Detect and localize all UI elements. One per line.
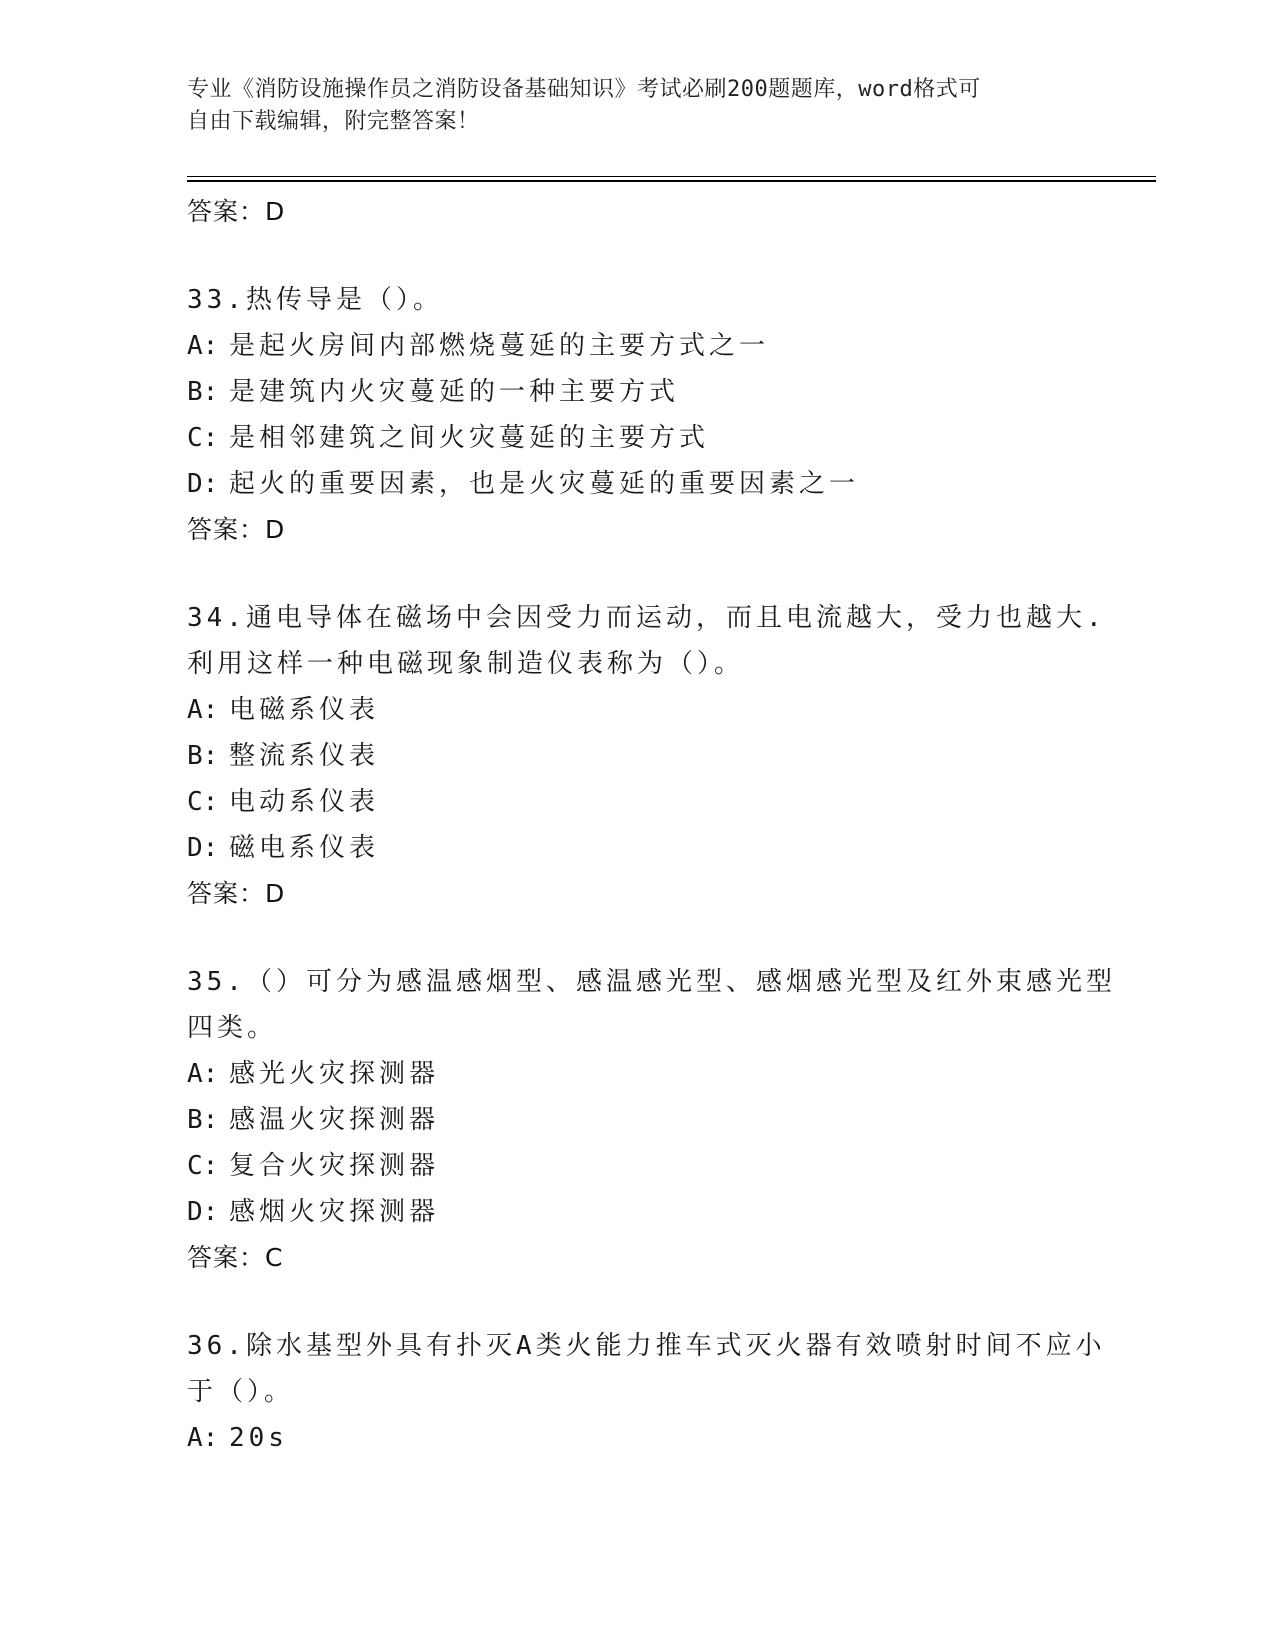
option-c: [187, 415, 1087, 461]
option-text: 是建筑内火灾蔓延的一种主要方式: [229, 377, 680, 407]
question-text: 34.通电导体在磁场中会因受力而运动，而且电流越大，受力也越大.: [187, 603, 1106, 633]
option-letter: A:: [187, 695, 219, 725]
document-body: [187, 189, 1116, 1461]
header-divider-thick: [187, 180, 1156, 182]
option-a: [187, 687, 1087, 733]
option-d: [187, 1189, 1087, 1235]
header-line-1: 专业《消防设施操作员之消防设备基础知识》考试必刷200题题库，word格式可: [187, 77, 981, 102]
question-34: [187, 595, 1106, 917]
option-text: 感温火灾探测器: [229, 1105, 440, 1135]
option-a: [187, 1415, 1087, 1461]
header-line-2: 自由下载编辑，附完整答案！: [187, 109, 480, 134]
option-text: 是相邻建筑之间火灾蔓延的主要方式: [229, 423, 710, 453]
option-text: 电动系仪表: [229, 787, 380, 817]
option-a: [187, 323, 1087, 369]
option-text: 磁电系仪表: [229, 833, 380, 863]
option-letter: B:: [187, 741, 219, 771]
question-text-continued: 于（）。: [187, 1377, 295, 1407]
option-c: [187, 779, 1087, 825]
option-b: [187, 1097, 1087, 1143]
option-text: 感烟火灾探测器: [229, 1197, 440, 1227]
header-divider-thin: [187, 176, 1156, 177]
option-text: 整流系仪表: [229, 741, 380, 771]
option-letter: D:: [187, 1197, 219, 1227]
document-header: [187, 74, 1067, 138]
option-text: 复合火灾探测器: [229, 1151, 440, 1181]
question-35: [187, 959, 1116, 1281]
question-text: 36.除水基型外具有扑灭A类火能力推车式灭火器有效喷射时间不应小: [187, 1331, 1106, 1361]
option-letter: A:: [187, 331, 219, 361]
option-letter: D:: [187, 833, 219, 863]
option-c: [187, 1143, 1087, 1189]
option-letter: A:: [187, 1423, 219, 1453]
option-d: [187, 461, 1087, 507]
question-36: [187, 1323, 1106, 1461]
option-letter: C:: [187, 1151, 219, 1181]
option-d: [187, 825, 1087, 871]
option-letter: C:: [187, 787, 219, 817]
option-letter: D:: [187, 469, 219, 499]
option-b: [187, 369, 1087, 415]
answer-label: 答案：D: [187, 879, 286, 908]
option-text: 电磁系仪表: [229, 695, 380, 725]
option-text: 感光火灾探测器: [229, 1059, 440, 1089]
option-b: [187, 733, 1087, 779]
question-text: 33.热传导是（）。: [187, 285, 443, 315]
option-letter: B:: [187, 377, 219, 407]
option-text: 是起火房间内部燃烧蔓延的主要方式之一: [229, 331, 770, 361]
question-33: [187, 277, 1087, 553]
question-text-continued: 四类。: [187, 1013, 278, 1043]
question-text-continued: 利用这样一种电磁现象制造仪表称为（）。: [187, 649, 745, 679]
answer-label: 答案：C: [187, 1243, 284, 1272]
option-text: 20s: [229, 1423, 288, 1453]
question-text: 35.（）可分为感温感烟型、感温感光型、感烟感光型及红外束感光型: [187, 967, 1116, 997]
option-text: 起火的重要因素，也是火灾蔓延的重要因素之一: [229, 469, 860, 499]
option-letter: A:: [187, 1059, 219, 1089]
answer-label: 答案：D: [187, 515, 286, 544]
option-letter: B:: [187, 1105, 219, 1135]
option-a: [187, 1051, 1087, 1097]
option-letter: C:: [187, 423, 219, 453]
answer-label: 答案：D: [187, 197, 286, 226]
